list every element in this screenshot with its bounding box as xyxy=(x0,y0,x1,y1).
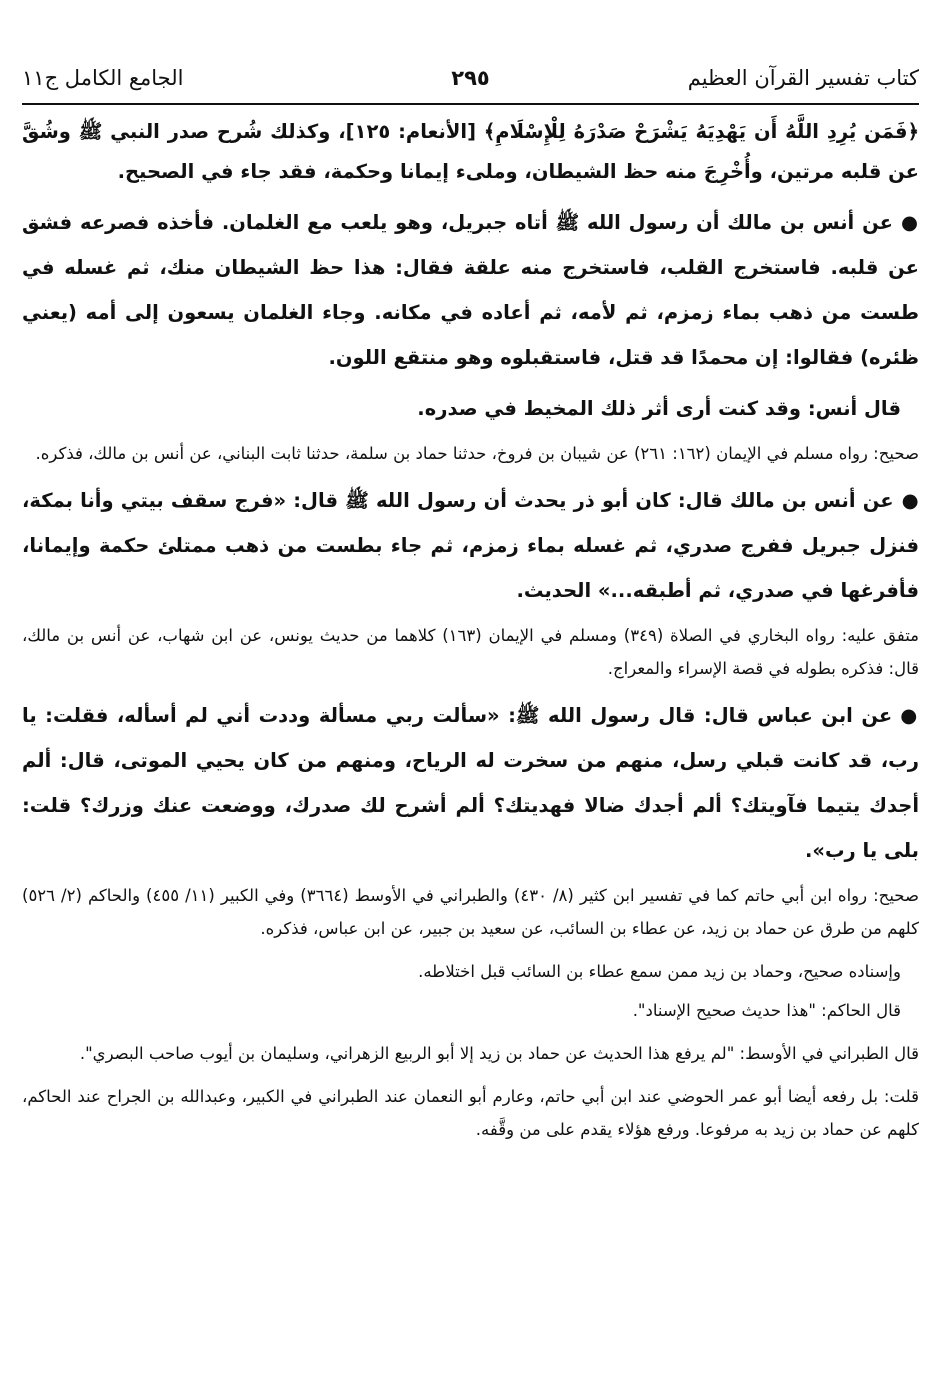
anas-statement: قال أنس: وقد كنت أرى أثر ذلك المخيط في صدره. xyxy=(417,397,901,420)
hadith-text-1: عن أنس بن مالك أن رسول الله ﷺ أتاه جبريل، وهو يلعب مع الغلمان. فأخذه فصرعه فشق عن قلبه. فاستخرج القلب، فاستخرج منه علقة فقال: هذا حظ الشيطان منك، ثم غسله في طست من ذهب بماء زمزم، ثم لأمه، ثم أعاده في مكانه. وجاء الغلمان يسعون إلى أمه (يعني ظئره) فقالوا: إن محمدًا قد قتل، فاستقبلوه وهو منتقع اللون. xyxy=(22,211,919,369)
hadith-paragraph-1 xyxy=(22,200,919,380)
bullet-icon: ● xyxy=(901,489,919,512)
page-body xyxy=(22,112,919,1146)
bullet-icon: ● xyxy=(900,704,920,727)
page-number: ٢٩٥ xyxy=(451,66,490,90)
bullet-icon: ● xyxy=(900,211,920,234)
hadith-text-3: عن ابن عباس قال: قال رسول الله ﷺ: «سألت ربي مسألة وددت أني لم أسأله، فقلت: يا رب، قد كانت قبلي رسل، منهم من سخرت له الرياح، ومنهم من كان يحيي الموتى، قال: ألم أجدك يتيما فآويتك؟ ألم أجدك ضالا فهديتك؟ ألم أشرح لك صدرك، ووضعت عنك وزرك؟ قلت: بلى يا رب». xyxy=(22,704,919,862)
takhrij-note-2: متفق عليه: رواه البخاري في الصلاة (٣٤٩) ومسلم في الإيمان (١٦٣) كلاهما من حديث يونس، عن ابن شهاب، عن أنس بن مالك، قال: فذكره بطوله في قصة الإسراء والمعراج. xyxy=(22,626,920,678)
isnad-note: وإسناده صحيح، وحماد بن زيد ممن سمع عطاء بن السائب قبل اختلاطه. xyxy=(418,962,901,981)
intro-paragraph: ﴿فَمَن يُرِدِ اللَّهُ أَن يَهْدِيَهُ يَشْرَحْ صَدْرَهُ لِلْإِسْلَامِ﴾ [الأنعام: ١٢٥]، وكذلك شُرح صدر النبي ﷺ وشُقَّ عن قلبه مرتين، وأُخْرِجَ منه حظ الشيطان، وملىء إيمانا وحكمة، فقد جاء في الصحيح. xyxy=(22,120,919,183)
hadith-text-2: عن أنس بن مالك قال: كان أبو ذر يحدث أن رسول الله ﷺ قال: «فرج سقف بيتي وأنا بمكة، فنزل جبريل ففرج صدري، ثم غسله بماء زمزم، ثم جاء بطست من ذهب ممتلئ حكمة وإيمانا، فأفرغها في صدري، ثم أطبقه...» الحديث. xyxy=(22,489,919,602)
running-header xyxy=(22,62,919,102)
takhrij-note-1: صحيح: رواه مسلم في الإيمان (١٦٢: ٢٦١) عن شيبان بن فروخ، حدثنا حماد بن سلمة، حدثنا ثابت البناني، عن أنس بن مالك، فذكره. xyxy=(35,444,919,463)
header-rule xyxy=(22,103,919,105)
hadith-paragraph-3 xyxy=(22,693,919,873)
volume-label: الجامع الكامل ج١١ xyxy=(22,66,184,90)
hadith-paragraph-2 xyxy=(22,478,919,613)
author-remark: قلت: بل رفعه أيضا أبو عمر الحوضي عند ابن أبي حاتم، وعارم أبو النعمان عند الطبراني في الكبير، وعبدالله بن الجراح عند الحاكم، كلهم عن حماد بن زيد به مرفوعا. ورفع هؤلاء يقدم على من وقَّفه. xyxy=(22,1087,919,1139)
book-title: كتاب تفسير القرآن العظيم xyxy=(687,66,919,90)
takhrij-note-3: صحيح: رواه ابن أبي حاتم كما في تفسير ابن كثير (٨/ ٤٣٠) والطبراني في الأوسط (٣٦٦٤) وفي الكبير (١١/ ٤٥٥) والحاكم (٢/ ٥٢٦) كلهم من طرق عن حماد بن زيد، عن عطاء بن السائب، عن سعيد بن جبير، عن ابن عباس، فذكره. xyxy=(22,886,919,938)
hakim-quote: قال الحاكم: "هذا حديث صحيح الإسناد". xyxy=(632,1001,901,1020)
tabarani-quote: قال الطبراني في الأوسط: "لم يرفع هذا الحديث عن حماد بن زيد إلا أبو الربيع الزهراني، وسليمان بن أيوب صاحب البصري". xyxy=(79,1044,919,1063)
